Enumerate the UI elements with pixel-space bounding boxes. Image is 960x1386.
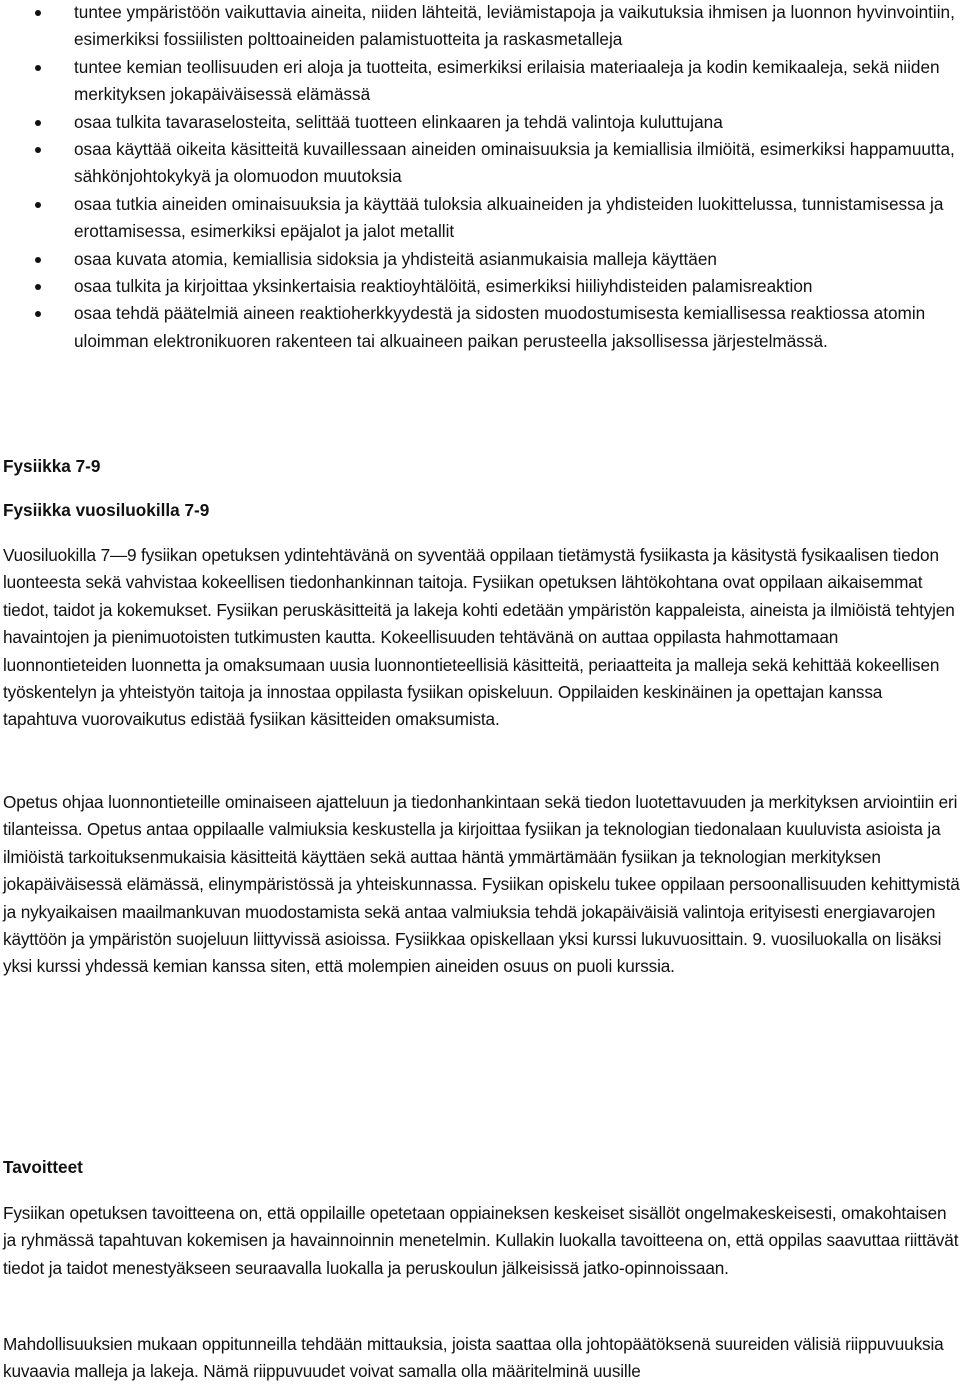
list-item-text: tuntee ympäristöön vaikuttavia aineita, niiden lähteitä, leviämistapoja ja vaikutuksia ihmisen ja luonnon hyvinvointiin, esimerkiksi fossiilisten polttoaineiden palamistuotteita ja raskasmetalleja [74,2,955,50]
section-paragraph: Vuosiluokilla 7—9 fysiikan opetuksen ydintehtävänä on syventää oppilaan tietämystä fysiikasta ja käsitystä fysikaalisen tiedon luonteesta sekä vahvistaa kokeellisen tiedonhankinnan taitoja. Fysiikan opetuksen lähtökohtana ovat oppilaan aikaisemmat tiedot, taidot ja kokemukset. Fysiikan peruskäsitteitä ja lakeja kohti edetään ympäristön kappaleista, aineista ja ilmiöistä tehtyjen havaintojen ja pienimuotoisten tutkimusten kautta. Kokeellisuuden tehtävänä on auttaa oppilasta hahmottamaan luonnontieteiden luonnetta ja omaksumaan uusia luonnontieteellisiä käsitteitä, periaatteita ja malleja sekä kehittää kokeellisen työskentelyn ja yhteistyön taitoja ja innostaa oppilasta fysiikan opiskeluun. Oppilaiden keskinäinen ja opettajan kanssa tapahtuva vuorovaikutus edistää fysiikan käsitteiden omaksumista. [3,545,955,730]
list-item-text: osaa käyttää oikeita käsitteitä kuvaillessaan aineiden ominaisuuksia ja kemiallisia ilmiöitä, esimerkiksi happamuutta, sähkönjohtokykyä ja olomuodon muutoksia [74,139,955,187]
bullet-icon [35,65,41,71]
list-item-text: tuntee kemian teollisuuden eri aloja ja tuotteita, esimerkiksi erilaisia materiaaleja ja kodin kemikaaleja, sekä niiden merkityksen jokapäiväisessä elämässä [74,56,940,105]
list-item-text: osaa tulkita ja kirjoittaa yksinkertaisia reaktioyhtälöitä, esimerkiksi hiiliyhdisteiden palamisreaktion [74,276,813,297]
list-item [0,0,960,54]
bullet-icon [35,284,41,290]
goals-paragraph: Mahdollisuuksien mukaan oppitunneilla tehdään mittauksia, joista saattaa olla johtopäätöksenä suureiden välisiä riippuvuuksia kuvaavia malleja ja lakeja. Nämä riippuvuudet voivat samalla olla määritelminä uusille [3,1334,944,1382]
list-item [0,109,960,136]
list-item [0,191,960,246]
section-subtitle: Fysiikka vuosiluokilla 7-9 [3,500,210,520]
list-item [0,136,960,191]
goals-paragraph: Fysiikan opetuksen tavoitteena on, että oppilaille opetetaan oppiaineksen keskeiset sisällöt ongelmakeskeisesti, omakohtaisen ja ryhmässä tapahtuvan kokemisen ja havainnoinnin menetelmin. Kullakin luokalla tavoitteena on, että oppilas saavuttaa riittävät tiedot ja taidot menestyäkseen seuraavalla luokalla ja peruskoulun jälkeisissä jatko-opinnoissaan. [3,1203,959,1278]
goals-title: Tavoitteet [3,1157,83,1177]
bullet-icon [35,147,41,153]
bullet-icon [35,257,41,263]
list-item-text: osaa kuvata atomia, kemiallisia sidoksia ja yhdisteitä asianmukaisia malleja käyttäen [74,248,717,269]
section-title: Fysiikka 7-9 [3,456,101,476]
list-item-text: osaa tehdä päätelmiä aineen reaktioherkkyydestä ja sidosten muodostumisesta kemiallisessa reaktiossa atomin uloimman elektronikuoren rakenteen tai alkuaineen paikan perusteella jaksollisessa järjestelmässä. [74,303,926,351]
section-paragraph: Opetus ohjaa luonnontieteille ominaiseen ajatteluun ja tiedonhankintaan sekä tiedon luotettavuuden ja merkityksen arviointiin eri tilanteissa. Opetus antaa oppilaalle valmiuksia keskustella ja kirjoittaa fysiikan ja teknologian tiedonalaan kuuluvista asioista ja ilmiöistä tarkoituksenmukaisia käsitteitä käyttäen sekä auttaa häntä ymmärtämään fysiikan ja teknologian merkityksen jokapäiväisessä elämässä, elinympäristössä ja yhteiskunnassa. Fysiikan opiskelu tukee oppilaan persoonallisuuden kehittymistä ja nykyaikaisen maailmankuvan muodostamista sekä antaa valmiuksia tehdä jokapäiväisiä valintoja erityisesti energiavarojen käyttöön ja ympäristön suojeluun liittyvissä asioissa. Fysiikkaa opiskellaan yksi kurssi lukuvuosittain. 9. vuosiluokalla on lisäksi yksi kurssi yhdessä kemian kanssa siten, että molempien aineiden osuus on puoli kurssia. [3,792,960,977]
bullet-icon [35,10,41,16]
list-item-text: osaa tutkia aineiden ominaisuuksia ja käyttää tuloksia alkuaineiden ja yhdisteiden luokittelussa, tunnistamisessa ja erottamisessa, esimerkiksi epäjalot ja jalot metallit [74,193,944,242]
list-item [0,54,960,109]
bullet-icon [35,311,41,317]
list-item-text: osaa tulkita tavaraselosteita, selittää tuotteen elinkaaren ja tehdä valintoja kuluttujana [74,111,723,132]
list-item [0,273,960,300]
list-item [0,300,960,355]
bullet-list [0,0,960,355]
list-item [0,246,960,273]
bullet-icon [35,120,41,126]
bullet-icon [35,202,41,208]
